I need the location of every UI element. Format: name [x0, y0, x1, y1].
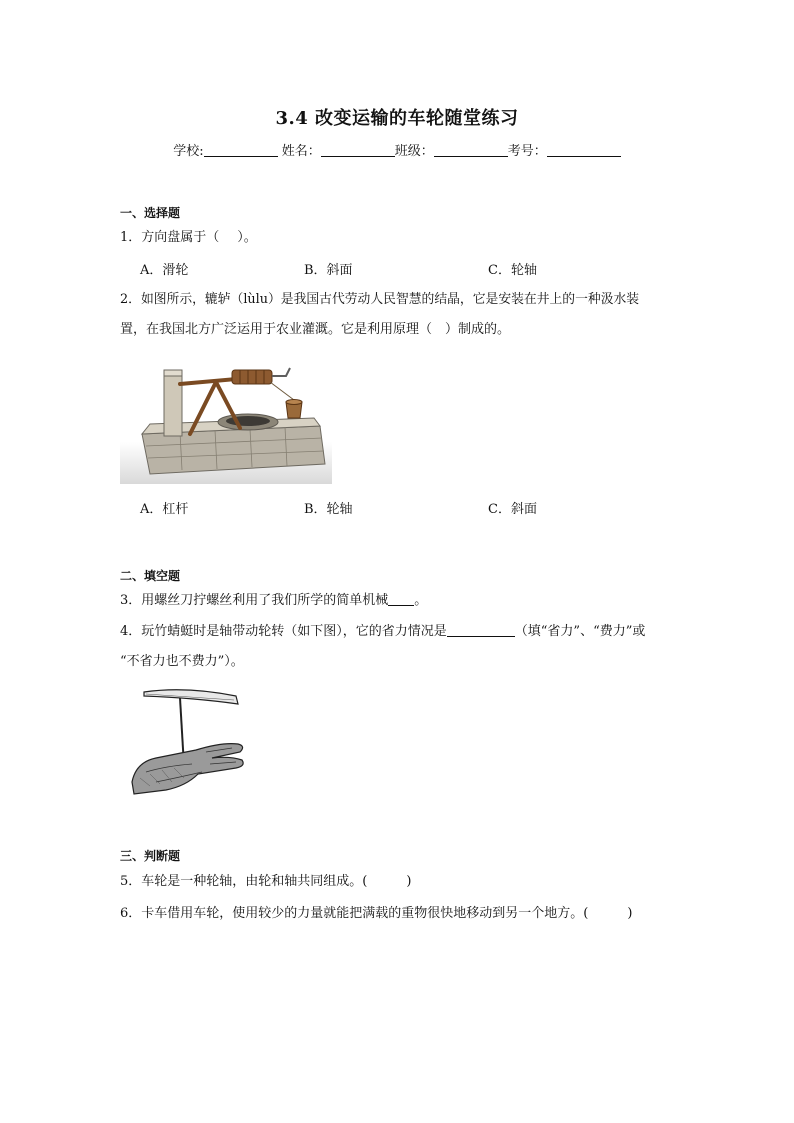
section-heading-choice: 一、选择题 — [120, 206, 181, 220]
bamboo-dragonfly-image — [126, 682, 250, 798]
question-2-option-a: A．杠杆 — [140, 502, 189, 517]
question-4-answer-blank — [447, 622, 515, 637]
question-1-option-a: A．滑轮 — [140, 263, 189, 278]
question-2-line-2: 置，在我国北方广泛运用于农业灌溉。它是利用原理（ ）制成的。 — [120, 322, 511, 337]
question-5: 5．车轮是一种轮轴，由轮和轴共同组成。( ) — [120, 874, 412, 889]
question-4-line-2: “不省力也不费力”）。 — [120, 654, 244, 669]
section-heading-fill-blank: 二、填空题 — [120, 569, 181, 583]
number-label: 考号： — [507, 144, 547, 159]
bamboo-dragonfly-illustration — [126, 682, 250, 798]
question-1 — [120, 225, 680, 251]
question-3-text-end: 。 — [414, 593, 428, 608]
question-1-text-end: ）。 — [237, 230, 257, 245]
class-blank — [434, 142, 508, 157]
question-1-text-start: 1．方向盘属于（ — [120, 230, 220, 245]
page-title: 3.4 改变运输的车轮随堂练习 — [275, 108, 519, 129]
student-info-line — [0, 140, 794, 159]
question-2 — [120, 287, 680, 343]
school-label: 学校: — [173, 144, 204, 159]
windlass-well-image — [120, 362, 332, 484]
windlass-illustration — [120, 362, 332, 484]
section-heading-true-false: 三、判断题 — [120, 849, 181, 863]
question-4-text-start: 4．玩竹蜻蜓时是轴带动轮转（如下图），它的省力情况是 — [120, 624, 447, 639]
question-3 — [120, 588, 680, 614]
question-6: 6．卡车借用车轮，使用较少的力量就能把满载的重物很快地移动到另一个地方。( ) — [120, 906, 633, 921]
name-blank — [321, 142, 395, 157]
question-2-line-1: 2．如图所示，辘轳（lùlu）是我国古代劳动人民智慧的结晶，它是安装在井上的一种汲水装 — [120, 292, 640, 307]
question-3-text-start: 3．用螺丝刀拧螺丝利用了我们所学的简单机械 — [120, 593, 389, 608]
question-1-option-c: C．轮轴 — [488, 263, 537, 278]
number-blank — [547, 142, 621, 157]
question-1-option-b: B．斜面 — [304, 263, 353, 278]
question-4 — [120, 619, 680, 675]
class-label: 班级： — [394, 144, 434, 159]
question-3-answer-blank — [388, 591, 414, 606]
name-label: 姓名： — [281, 144, 321, 159]
question-2-options — [140, 498, 680, 518]
question-2-option-b: B．轮轴 — [304, 502, 353, 517]
question-4-text-end: （填“省力”、“费力”或 — [514, 624, 646, 639]
question-2-option-c: C．斜面 — [488, 502, 537, 517]
question-1-options — [140, 259, 680, 279]
school-blank — [204, 142, 278, 157]
